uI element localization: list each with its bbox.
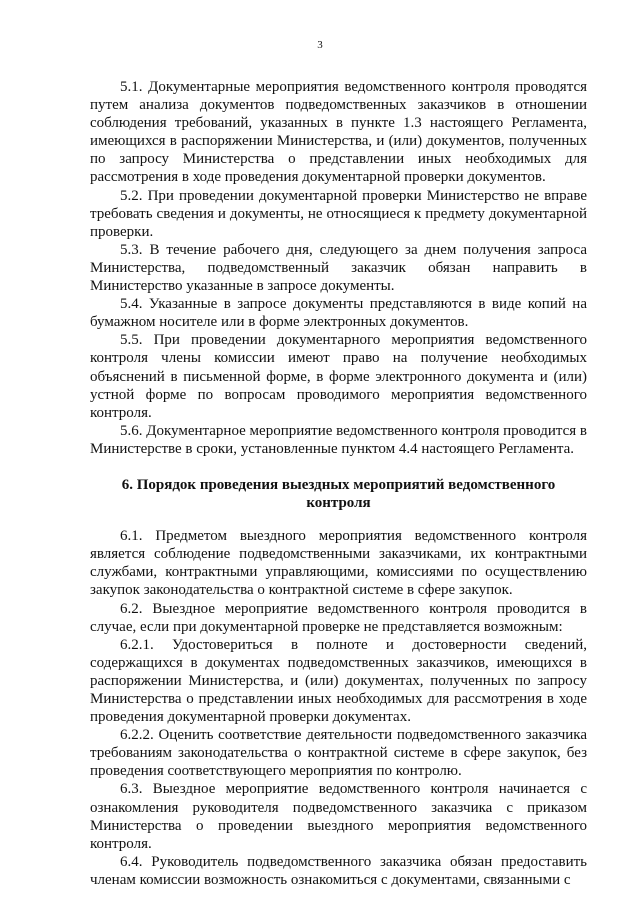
paragraph-5-2: 5.2. При проведении документарной проверки Министерство не вправе требовать сведения и документы, не относящиеся к предмету документарной проверки. [90, 187, 587, 240]
paragraph-5-3: 5.3. В течение рабочего дня, следующего за днем получения запроса Министерства, подведомственный заказчик обязан направить в Министерство указанные в запросе документы. [90, 241, 587, 295]
paragraph-6-2: 6.2. Выездное мероприятие ведомственного контроля проводится в случае, если при документарной проверке не представляется возможным: [90, 600, 587, 635]
paragraph-6-3: 6.3. Выездное мероприятие ведомственного контроля начинается с ознакомления руководителя подведомственного заказчика с приказом Министерства о проведении выездного мероприятия ведомственного контроля. [90, 781, 587, 852]
paragraph-6-2-2: 6.2.2. Оценить соответствие деятельности подведомственного заказчика требованиям законодательства о контрактной системе в сфере закупок, без проведения соответствующего мероприятия по контролю. [90, 727, 587, 780]
paragraph-6-4: 6.4. Руководитель подведомственного заказчика обязан предоставить членам комиссии возможность ознакомиться с документами, связанными с [90, 853, 587, 888]
paragraph-5-1: 5.1. Документарные мероприятия ведомственного контроля проводятся путем анализа документов подведомственных заказчиков в отношении соблюдения требований, указанных в пункте 1.3 настоящего Регламента, имеющихся в распоряжении Министерства, и (или) документов, полученных по запросу Министерства о представлении иных необходимых для рассмотрения в ходе проведения документарной проверки документов. [90, 79, 587, 186]
paragraph-5-4: 5.4. Указанные в запросе документы представляются в виде копий на бумажном носителе или в форме электронных документов. [90, 296, 587, 331]
paragraph-6-2-1: 6.2.1. Удостовериться в полноте и достоверности сведений, содержащихся в документах подведомственных заказчиков, имеющихся в распоряжении Министерства, и (или) документах, полученных по запросу Министерства о представлении иных необходимых для рассмотрения в ходе проведения документарной проверки документах. [90, 636, 587, 726]
section-6-heading: 6. Порядок проведения выездных мероприятий ведомственного контроля [121, 476, 556, 512]
paragraph-5-5: 5.5. При проведении документарного мероприятия ведомственного контроля члены комиссии имеют право на получение необходимых объяснений в письменной форме, в форме электронного документа и (или) устной форме по вопросам проводимого мероприятия ведомственного контроля. [90, 332, 587, 421]
paragraph-6-1: 6.1. Предметом выездного мероприятия ведомственного контроля является соблюдение подведомственными заказчиками, их контрактными службами, контрактными управляющими, комиссиями по осуществлению закупок законодательства о контрактной системе в сфере закупок. [90, 528, 587, 599]
page-number: 3 [317, 39, 323, 51]
document-body [90, 78, 587, 889]
paragraph-5-6: 5.6. Документарное мероприятие ведомственного контроля проводится в Министерстве в сроки, установленные пунктом 4.4 настоящего Регламента. [90, 422, 587, 457]
